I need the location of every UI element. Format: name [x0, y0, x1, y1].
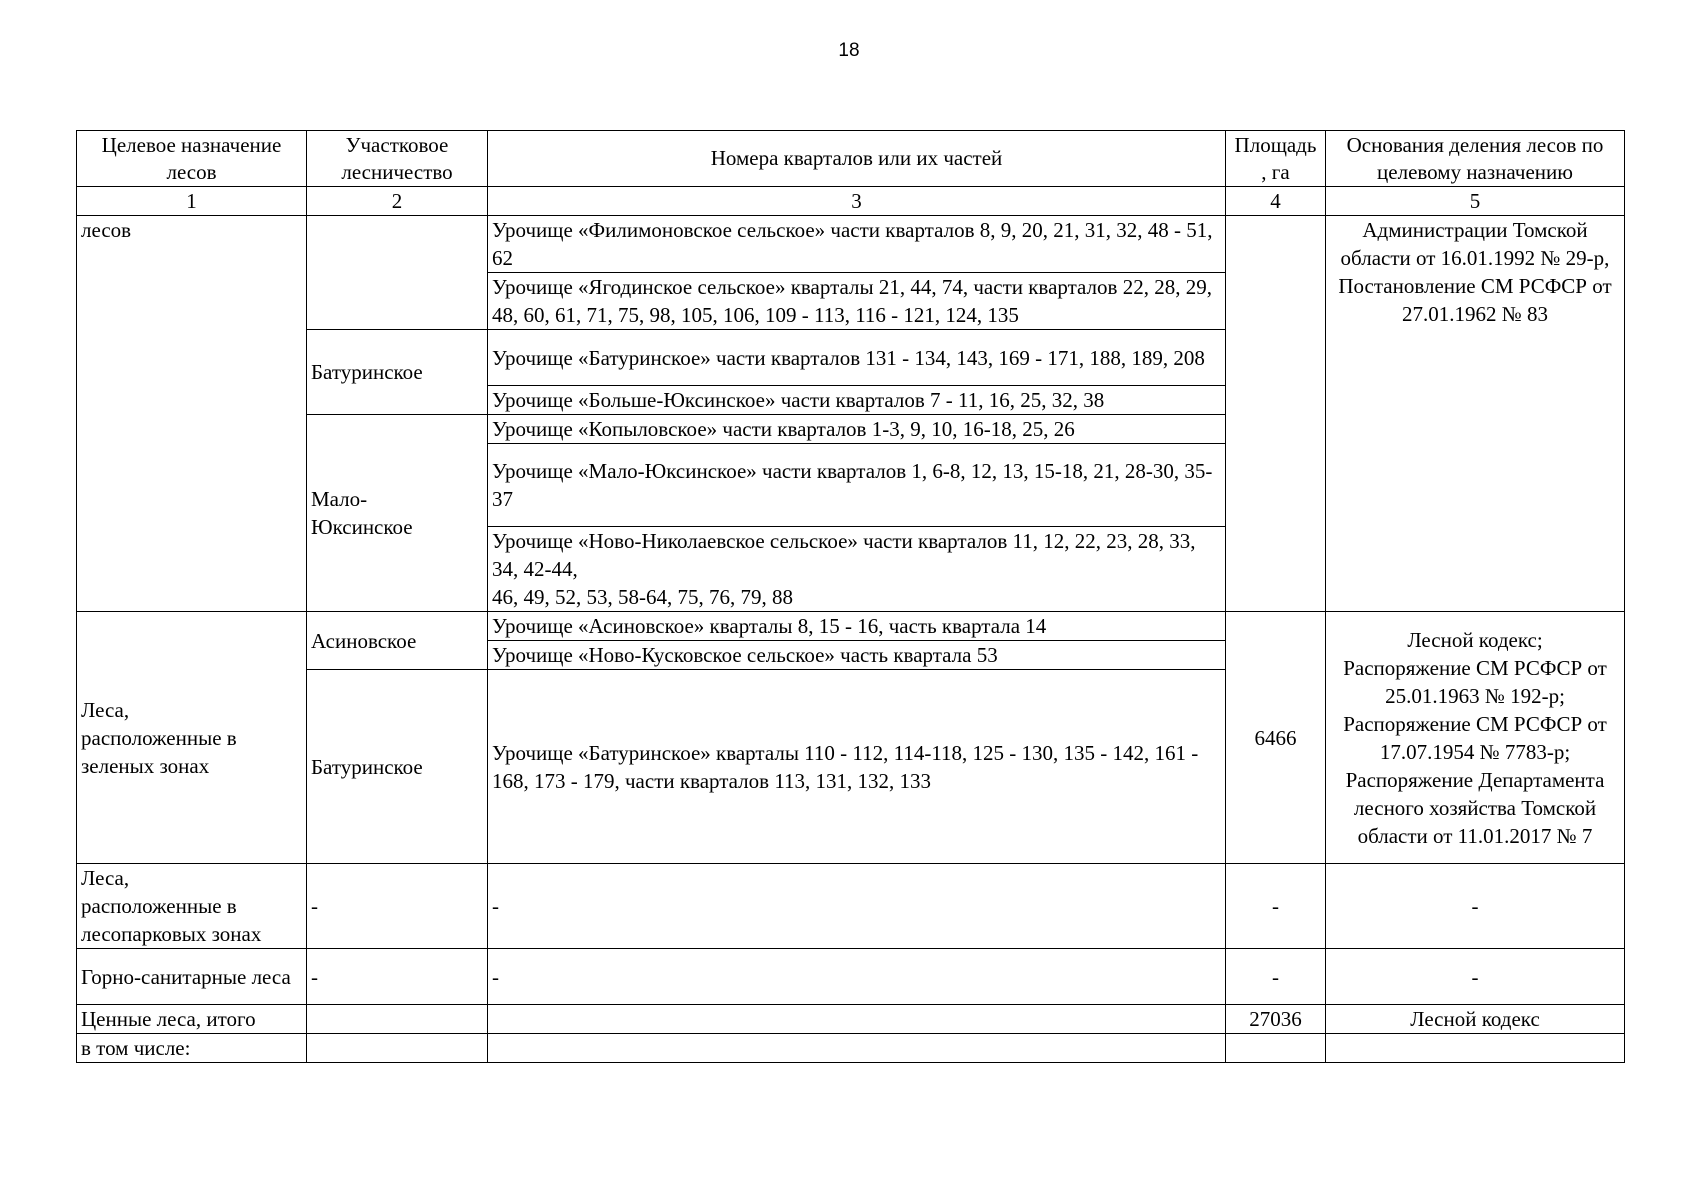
forest-division-table: [76, 130, 1625, 1063]
quarters-cell: Урочище «Больше-Юксинское» части кварталов 7 - 11, 16, 25, 32, 38: [488, 386, 1226, 415]
quarters-cell: Урочище «Мало-Юксинское» части кварталов 1, 6-8, 12, 13, 15-18, 21, 28-30, 35- 37: [488, 444, 1226, 527]
quarters-cell: Урочище «Батуринское» кварталы 110 - 112, 114-118, 125 - 130, 135 - 142, 161 - 168, 173 - 179, части кварталов 113, 131, 132, 133: [488, 670, 1226, 864]
area-cell-empty: [1226, 216, 1326, 612]
area-cell: 6466: [1226, 612, 1326, 864]
header-purpose: Целевое назначение лесов: [77, 131, 307, 187]
basis-cell: Лесной кодекс; Распоряжение СМ РСФСР от 25.01.1963 № 192-р; Распоряжение СМ РСФСР от 17.07.1954 № 7783-р; Распоряжение Департамента лесного хозяйства Томской области от 11.01.2017 № 7: [1326, 612, 1625, 864]
area-cell: 27036: [1226, 1005, 1326, 1034]
forestry-cell: Мало- Юксинское: [307, 415, 488, 612]
area-cell-empty: [1226, 1034, 1326, 1063]
forestry-cell-empty: [307, 1005, 488, 1034]
table-row: [77, 216, 1625, 273]
quarters-cell-empty: [488, 1005, 1226, 1034]
area-cell: -: [1226, 864, 1326, 949]
page-number: 18: [838, 40, 860, 61]
basis-cell: Лесной кодекс: [1326, 1005, 1625, 1034]
forestry-cell: Батуринское: [307, 330, 488, 415]
basis-cell: -: [1326, 864, 1625, 949]
column-number: 3: [488, 187, 1226, 216]
table-row: [77, 864, 1625, 949]
table-row: [77, 612, 1625, 641]
quarters-cell: -: [488, 864, 1226, 949]
header-area: Площадь , га: [1226, 131, 1326, 187]
quarters-cell: Урочище «Ягодинское сельское» кварталы 21, 44, 74, части кварталов 22, 28, 29, 48, 60, 61, 71, 75, 98, 105, 106, 109 - 113, 116 - 121, 124, 135: [488, 273, 1226, 330]
quarters-cell: Урочище «Батуринское» части кварталов 131 - 134, 143, 169 - 171, 188, 189, 208: [488, 330, 1226, 386]
area-cell: -: [1226, 949, 1326, 1005]
quarters-cell: -: [488, 949, 1226, 1005]
forestry-cell: Асиновское: [307, 612, 488, 670]
forestry-cell-empty: [307, 1034, 488, 1063]
column-number: 2: [307, 187, 488, 216]
quarters-cell: Урочище «Ново-Кусковское сельское» часть квартала 53: [488, 641, 1226, 670]
basis-cell: -: [1326, 949, 1625, 1005]
purpose-cell: Леса, расположенные в лесопарковых зонах: [77, 864, 307, 949]
quarters-cell: Урочище «Асиновское» кварталы 8, 15 - 16, часть квартала 14: [488, 612, 1226, 641]
quarters-cell: Урочище «Копыловское» части кварталов 1-3, 9, 10, 16-18, 25, 26: [488, 415, 1226, 444]
header-forestry: Участковое лесничество: [307, 131, 488, 187]
column-number: 4: [1226, 187, 1326, 216]
column-number: 5: [1326, 187, 1625, 216]
purpose-cell: Ценные леса, итого: [77, 1005, 307, 1034]
header-basis: Основания деления лесов по целевому назначению: [1326, 131, 1625, 187]
purpose-cell: в том числе:: [77, 1034, 307, 1063]
quarters-cell: Урочище «Филимоновское сельское» части кварталов 8, 9, 20, 21, 31, 32, 48 - 51, 62: [488, 216, 1226, 273]
header-quarters: Номера кварталов или их частей: [488, 131, 1226, 187]
purpose-cell: лесов: [77, 216, 307, 612]
column-number: 1: [77, 187, 307, 216]
basis-cell: Администрации Томской области от 16.01.1992 № 29-р, Постановление СМ РСФСР от 27.01.1962 № 83: [1326, 216, 1625, 612]
quarters-cell: Урочище «Ново-Николаевское сельское» части кварталов 11, 12, 22, 23, 28, 33, 34, 42-44, 46, 49, 52, 53, 58-64, 75, 76, 79, 88: [488, 527, 1226, 612]
quarters-cell-empty: [488, 1034, 1226, 1063]
table-row: [77, 1034, 1625, 1063]
table-row: [77, 949, 1625, 1005]
basis-cell-empty: [1326, 1034, 1625, 1063]
purpose-cell: Леса, расположенные в зеленых зонах: [77, 612, 307, 864]
column-number-row: [77, 187, 1625, 216]
purpose-cell: Горно-санитарные леса: [77, 949, 307, 1005]
forestry-cell-empty: [307, 216, 488, 330]
forestry-cell: -: [307, 949, 488, 1005]
table-row: [77, 1005, 1625, 1034]
forestry-cell: -: [307, 864, 488, 949]
header-row: [77, 131, 1625, 187]
forestry-cell: Батуринское: [307, 670, 488, 864]
